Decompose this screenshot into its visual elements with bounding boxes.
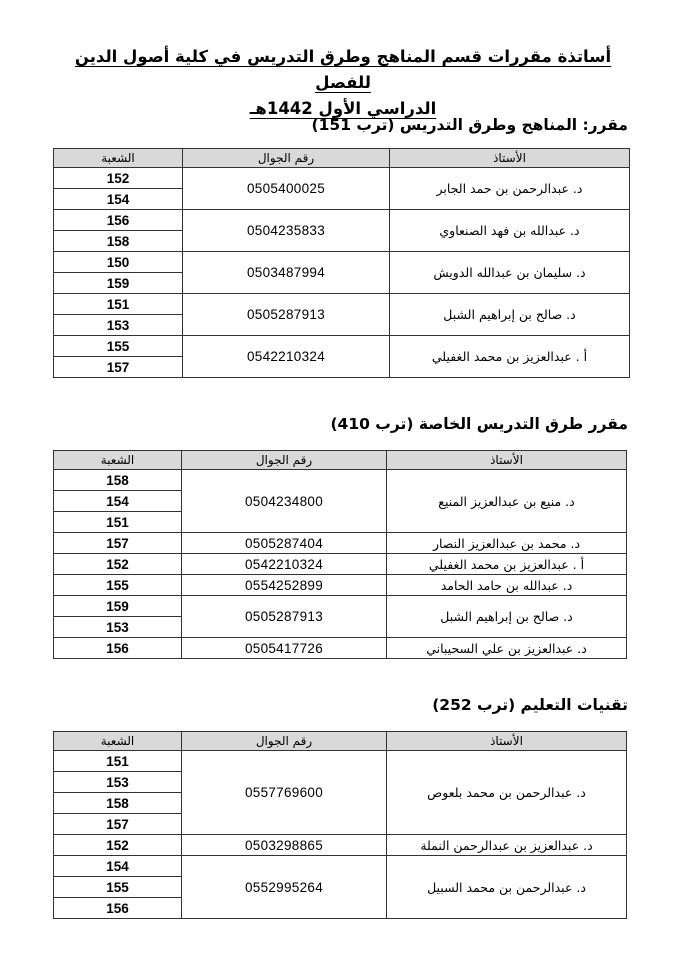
professor-cell: د. منيع بن عبدالعزيز المنيع bbox=[387, 470, 627, 533]
section-cell: 155 bbox=[54, 336, 183, 357]
phone-cell: 0542210324 bbox=[182, 554, 387, 575]
professor-cell: د. عبدالرحمن بن محمد بلعوص bbox=[387, 751, 627, 835]
course-title: مقرر طرق التدريس الخاصة (ترب 410) bbox=[330, 415, 628, 433]
phone-cell: 0557769600 bbox=[182, 751, 387, 835]
section-cell: 151 bbox=[54, 294, 183, 315]
table-row bbox=[54, 210, 630, 231]
course-table bbox=[53, 148, 630, 378]
professor-cell: د. عبدالله بن فهد الصنعاوي bbox=[390, 210, 630, 252]
table-row bbox=[54, 596, 627, 617]
section-cell: 152 bbox=[54, 835, 182, 856]
table-row bbox=[54, 638, 627, 659]
professor-cell: د. عبدالرحمن بن حمد الجابر bbox=[390, 168, 630, 210]
phone-cell: 0505287913 bbox=[183, 294, 390, 336]
section-cell: 158 bbox=[54, 470, 182, 491]
phone-cell: 0552995264 bbox=[182, 856, 387, 919]
header-professor: الأستاذ bbox=[387, 732, 627, 751]
phone-cell: 0505417726 bbox=[182, 638, 387, 659]
header-section: الشعبة bbox=[54, 732, 182, 751]
section-cell: 151 bbox=[54, 512, 182, 533]
professor-cell: د. عبدالعزيز بن علي السحيباني bbox=[387, 638, 627, 659]
header-section: الشعبة bbox=[54, 149, 183, 168]
professor-cell: د. صالح بن إبراهيم الشبل bbox=[390, 294, 630, 336]
section-cell: 158 bbox=[54, 793, 182, 814]
phone-cell: 0505287913 bbox=[182, 596, 387, 638]
professor-cell: د. محمد بن عبدالعزيز النصار bbox=[387, 533, 627, 554]
table-row bbox=[54, 533, 627, 554]
professor-cell: د. صالح بن إبراهيم الشبل bbox=[387, 596, 627, 638]
document-title bbox=[60, 44, 626, 122]
phone-cell: 0503298865 bbox=[182, 835, 387, 856]
phone-cell: 0542210324 bbox=[183, 336, 390, 378]
section-cell: 158 bbox=[54, 231, 183, 252]
course-title: تقنيات التعليم (ترب 252) bbox=[432, 696, 628, 714]
section-cell: 152 bbox=[54, 554, 182, 575]
table-row bbox=[54, 168, 630, 189]
section-cell: 154 bbox=[54, 491, 182, 512]
table-row bbox=[54, 856, 627, 877]
table-row bbox=[54, 294, 630, 315]
phone-cell: 0505287404 bbox=[182, 533, 387, 554]
section-cell: 154 bbox=[54, 189, 183, 210]
professor-cell: أ . عبدالعزيز بن محمد الغفيلي bbox=[390, 336, 630, 378]
table-row bbox=[54, 835, 627, 856]
phone-cell: 0504234800 bbox=[182, 470, 387, 533]
section-cell: 153 bbox=[54, 315, 183, 336]
section-cell: 157 bbox=[54, 533, 182, 554]
phone-cell: 0505400025 bbox=[183, 168, 390, 210]
section-cell: 151 bbox=[54, 751, 182, 772]
section-cell: 159 bbox=[54, 273, 183, 294]
title-line-2: الدراسي الأول 1442هـ bbox=[249, 99, 437, 118]
course-title: مقرر: المناهج وطرق التدريس (ترب 151) bbox=[311, 116, 628, 134]
section-cell: 155 bbox=[54, 575, 182, 596]
section-cell: 155 bbox=[54, 877, 182, 898]
section-cell: 154 bbox=[54, 856, 182, 877]
professor-cell: د. عبدالرحمن بن محمد السبيل bbox=[387, 856, 627, 919]
table-row bbox=[54, 252, 630, 273]
section-cell: 156 bbox=[54, 638, 182, 659]
professor-cell: د. سليمان بن عبدالله الدويش bbox=[390, 252, 630, 294]
table-row bbox=[54, 554, 627, 575]
section-cell: 157 bbox=[54, 814, 182, 835]
professor-cell: د. عبدالله بن حامد الحامد bbox=[387, 575, 627, 596]
section-cell: 150 bbox=[54, 252, 183, 273]
section-cell: 159 bbox=[54, 596, 182, 617]
header-professor: الأستاذ bbox=[387, 451, 627, 470]
header-section: الشعبة bbox=[54, 451, 182, 470]
header-professor: الأستاذ bbox=[390, 149, 630, 168]
section-cell: 153 bbox=[54, 772, 182, 793]
table-row bbox=[54, 575, 627, 596]
table-row bbox=[54, 336, 630, 357]
section-cell: 156 bbox=[54, 210, 183, 231]
course-table bbox=[53, 450, 627, 659]
course-table bbox=[53, 731, 627, 919]
phone-cell: 0554252899 bbox=[182, 575, 387, 596]
table-row bbox=[54, 751, 627, 772]
section-cell: 156 bbox=[54, 898, 182, 919]
section-cell: 152 bbox=[54, 168, 183, 189]
phone-cell: 0504235833 bbox=[183, 210, 390, 252]
section-cell: 153 bbox=[54, 617, 182, 638]
table-row bbox=[54, 470, 627, 491]
phone-cell: 0503487994 bbox=[183, 252, 390, 294]
title-line-1: أساتذة مقررات قسم المناهج وطرق التدريس في كلية أصول الدين للفصل bbox=[74, 47, 612, 92]
header-phone: رقم الجوال bbox=[182, 732, 387, 751]
professor-cell: أ . عبدالعزيز بن محمد الغفيلي bbox=[387, 554, 627, 575]
header-phone: رقم الجوال bbox=[183, 149, 390, 168]
header-phone: رقم الجوال bbox=[182, 451, 387, 470]
professor-cell: د. عبدالعزيز بن عبدالرحمن النملة bbox=[387, 835, 627, 856]
section-cell: 157 bbox=[54, 357, 183, 378]
